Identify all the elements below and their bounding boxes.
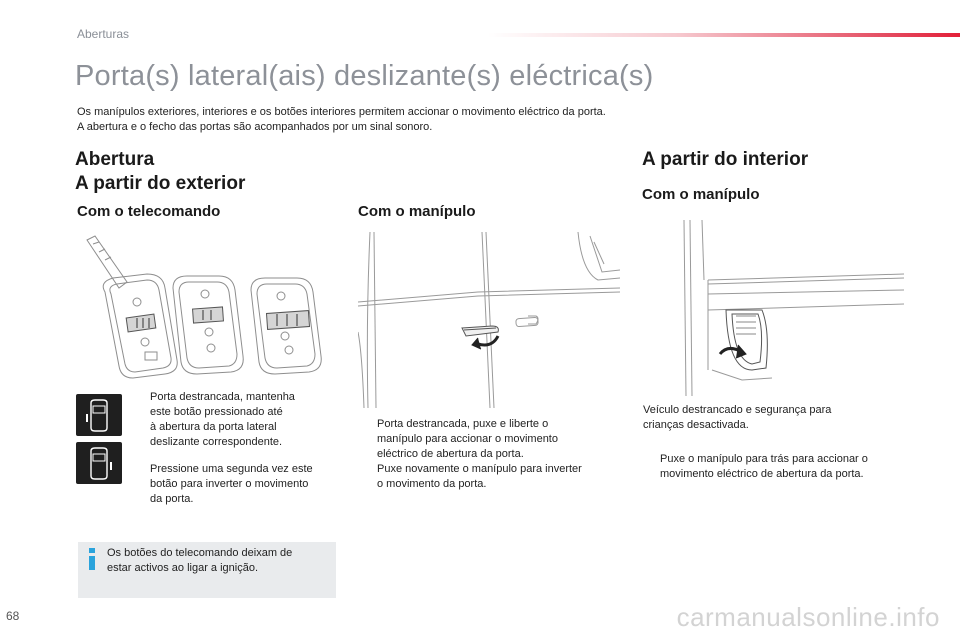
- sliding-door-right-button-icon: [76, 442, 122, 484]
- bullet-marker: [643, 452, 660, 482]
- list-item: [643, 452, 913, 482]
- header-accent-rule: [488, 33, 960, 37]
- heading-from-inside: A partir do interior: [642, 149, 809, 170]
- handle-bullets: [360, 417, 622, 492]
- sliding-door-left-button-icon: [76, 394, 122, 436]
- info-text: Os botões do telecomando deixam de estar activos ao ligar a ignição.: [107, 547, 293, 574]
- interior-note: Veículo destrancado e segurança para crianças desactivada.: [643, 404, 832, 431]
- remote-key-2: [173, 276, 243, 374]
- bullet-marker: [133, 390, 150, 450]
- remote-key-1: [103, 274, 177, 378]
- intro-line-2: A abertura e o fecho das portas são acompanhados por um sinal sonoro.: [77, 121, 433, 133]
- bullet-marker: [133, 462, 150, 507]
- remote-bullets: [133, 390, 343, 507]
- list-item: [360, 417, 622, 462]
- bullet-text: Pressione uma segunda vez este botão para inverter o movimento da porta.: [150, 463, 313, 505]
- interior-handle-illustration: [672, 220, 904, 396]
- list-item: [133, 462, 343, 507]
- heading-from-outside: A partir do exterior: [75, 173, 246, 194]
- heading-opening: Abertura: [75, 149, 155, 170]
- intro-paragraph: [77, 105, 606, 135]
- subheading-inside-handle: Com o manípulo: [642, 186, 760, 203]
- bullet-text: Puxe o manípulo para trás para accionar o movimento eléctrico de abertura da porta.: [660, 453, 868, 480]
- info-box: [78, 542, 336, 598]
- exterior-handle-illustration: [358, 232, 620, 408]
- bullet-text: Puxe novamente o manípulo para inverter o movimento da porta.: [377, 463, 582, 490]
- subheading-remote: Com o telecomando: [77, 203, 221, 220]
- remote-key-3: [251, 278, 321, 374]
- section-tag: Aberturas: [77, 27, 130, 41]
- page-title: Porta(s) lateral(ais) deslizante(s) eléctrica(s): [75, 60, 654, 92]
- list-item: [360, 462, 622, 492]
- interior-bullets: [643, 452, 913, 482]
- bullet-text: Porta destrancada, puxe e liberte o manípulo para accionar o movimento eléctrico de abertura da porta.: [377, 418, 558, 460]
- info-icon: [87, 548, 97, 570]
- bullet-marker: [360, 417, 377, 462]
- remote-keys-illustration: [85, 232, 335, 382]
- watermark: carmanualsonline.info: [676, 602, 940, 632]
- page-number: 68: [6, 609, 20, 623]
- bullet-marker: [360, 462, 377, 492]
- list-item: [133, 390, 343, 450]
- intro-line-1: Os manípulos exteriores, interiores e os botões interiores permitem accionar o movimento eléctrico da porta.: [77, 106, 606, 118]
- bullet-text: Porta destrancada, mantenha este botão pressionado até à abertura da porta lateral deslizante correspondente.: [150, 391, 295, 448]
- subheading-outside-handle: Com o manípulo: [358, 203, 476, 220]
